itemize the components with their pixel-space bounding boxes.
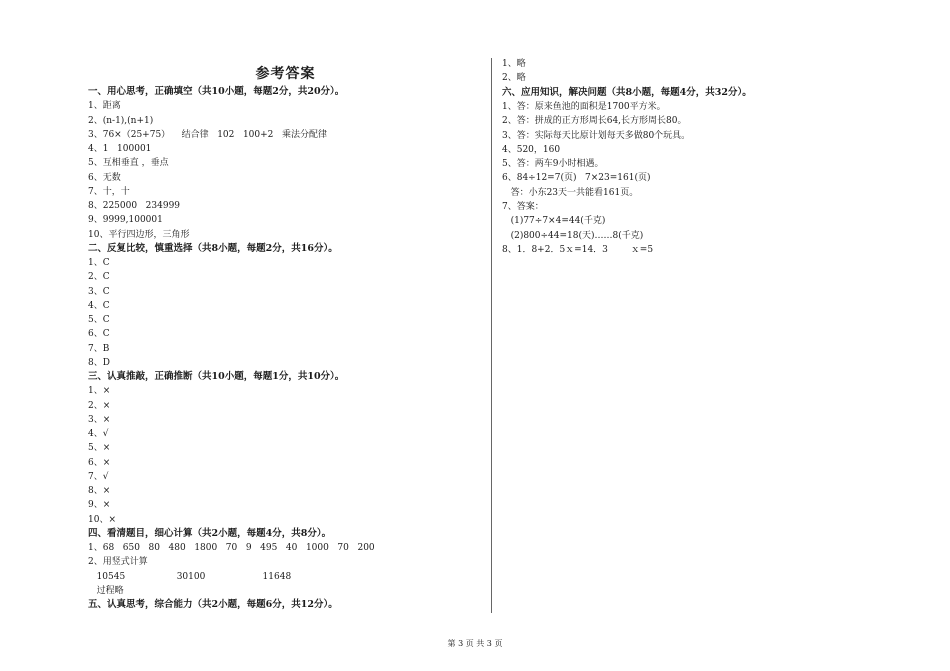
answer-line: 7、答案：	[502, 202, 544, 212]
page-footer: 第 3 页 共 3 页	[447, 639, 503, 648]
answer-line: 10545 30100 11648	[88, 571, 292, 582]
answer-line: 4、1 100001	[88, 144, 152, 154]
answer-line: 5、互相垂直 ，垂点	[88, 158, 169, 169]
answer-line: 答：小东23天一共能看161页。	[502, 187, 639, 198]
answer-line: 4、√	[88, 429, 109, 439]
page-title: 参考答案	[255, 66, 316, 82]
answer-line: 3、答：实际每天比原计划每天多做80个玩具。	[502, 130, 691, 141]
answer-line: 9、×	[88, 500, 111, 511]
answer-line: 1、C	[88, 258, 110, 268]
answer-line: 6、84÷12=7(页) 7×23=161(页)	[502, 173, 651, 184]
answer-line: (2)800÷44=18(天)……8(千克)	[502, 230, 644, 241]
answer-line: 1、68 650 80 480 1800 70 9 495 40 1000 70 200	[88, 543, 375, 553]
answer-line: (1)77÷7×4=44(千克)	[502, 216, 606, 227]
answer-line: 1、×	[88, 386, 111, 397]
answer-line: 5、C	[88, 315, 110, 325]
section-heading: 三、认真推敲，正确推断（共10小题，每题1分，共10分）。	[88, 371, 345, 382]
answer-line: 3、C	[88, 286, 110, 297]
answer-line: 6、无数	[88, 172, 121, 183]
answer-line: 2、C	[88, 272, 110, 283]
answer-line: 5、答：两车9小时相遇。	[502, 159, 604, 170]
answer-line: 3、76×（25+75） 结合律 102 100+2 乘法分配律	[88, 129, 327, 140]
answer-line: 7、B	[88, 343, 110, 354]
answer-line: 8、1．8+2．5ｘ=14．3 ｘ=5	[502, 244, 654, 255]
section-heading: 二、反复比较，慎重选择（共8小题，每题2分，共16分）。	[88, 242, 338, 254]
column-divider	[491, 58, 492, 613]
answer-line: 2、用竖式计算	[88, 557, 148, 568]
answer-line: 5、×	[88, 443, 111, 454]
answer-line: 2、略	[502, 73, 526, 84]
answer-line: 10、×	[88, 514, 116, 525]
answer-line: 2、答：拼成的正方形周长64,长方形周长80。	[502, 116, 687, 127]
answer-line: 4、C	[88, 300, 110, 311]
section-heading: 四、看清题目，细心计算（共2小题，每题4分，共8分）。	[88, 527, 332, 539]
answer-line: 9、9999,100001	[88, 215, 163, 226]
answer-line: 2、(n-1),(n+1)	[88, 115, 154, 126]
answer-line: 8、D	[88, 357, 110, 368]
answer-line: 1、略	[502, 59, 526, 69]
answer-line: 6、C	[88, 329, 110, 340]
answer-line: 1、距离	[88, 101, 121, 112]
answer-line: 2、×	[88, 400, 111, 411]
section-heading: 五、认真思考，综合能力（共2小题，每题6分，共12分）。	[88, 599, 338, 610]
answer-line: 过程略	[88, 585, 124, 596]
section-heading: 一、用心思考，正确填空（共10小题，每题2分，共20分）。	[88, 86, 345, 97]
answer-line: 1、答：原来鱼池的面积是1700平方米。	[502, 101, 666, 112]
answer-line: 10、平行四边形，三角形	[88, 229, 190, 240]
answer-line: 7、十，十	[88, 186, 130, 197]
answer-line: 4、520，160	[502, 144, 561, 155]
answer-line: 8、225000 234999	[88, 201, 181, 211]
answer-line: 8、×	[88, 486, 111, 496]
answer-line: 3、×	[88, 414, 111, 425]
section-heading: 六、应用知识，解决问题（共8小题，每题4分，共32分）。	[502, 86, 752, 98]
answer-line: 7、√	[88, 471, 109, 482]
answer-line: 6、×	[88, 457, 111, 468]
